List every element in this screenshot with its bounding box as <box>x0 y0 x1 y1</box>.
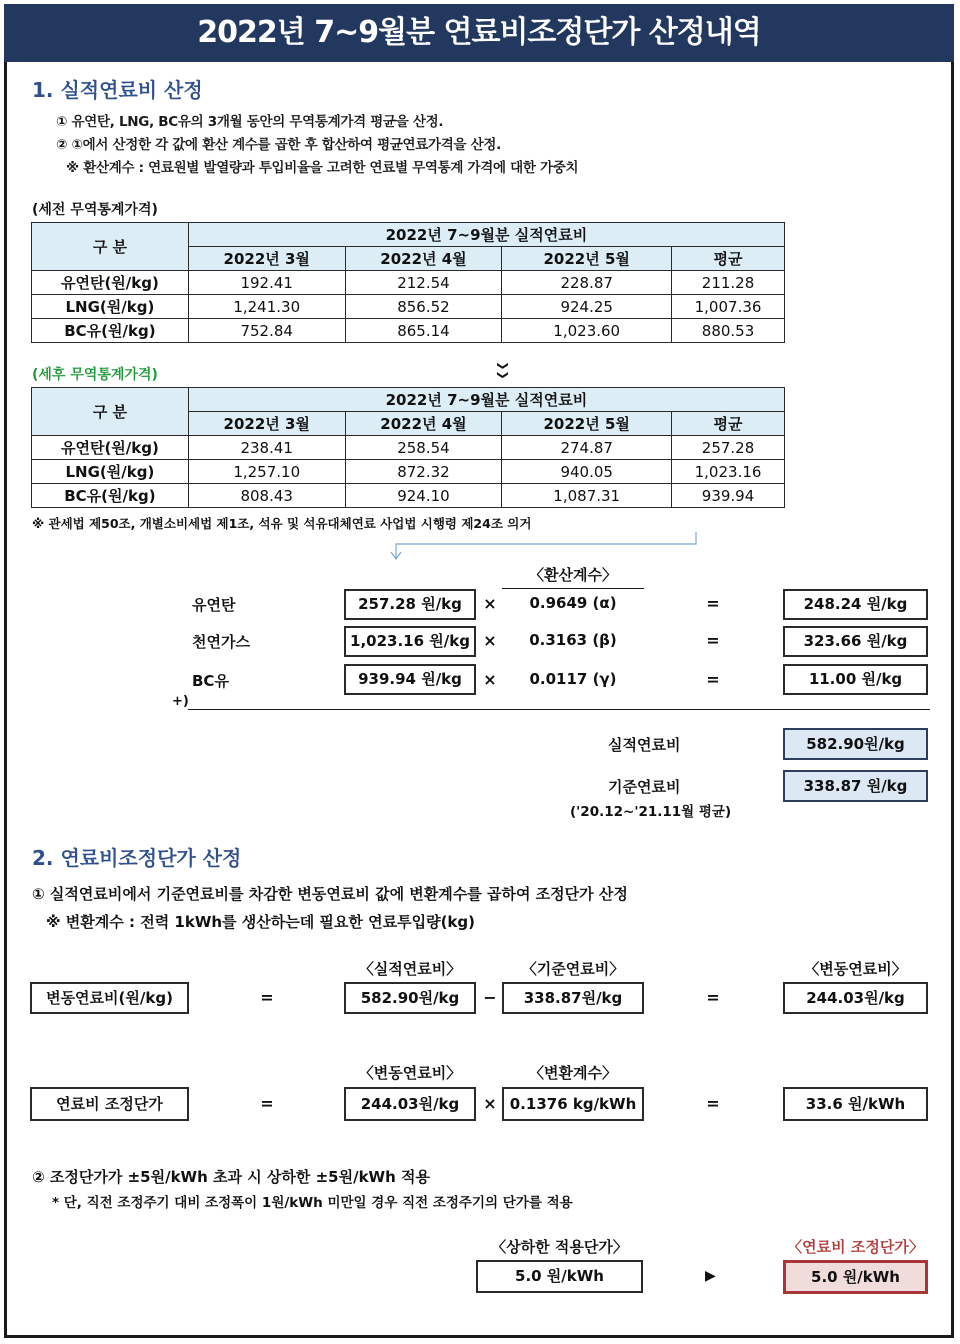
play-arrow-icon: ▶ <box>705 1268 716 1284</box>
bc-oil-result-box: 11.00 원/kg <box>783 664 928 695</box>
section1-note-2: ② ①에서 산정한 각 값에 환산 계수를 곱한 후 합산하여 평균연료가격을 산정. <box>56 137 501 153</box>
coal-price-box: 257.28 원/kg <box>344 589 476 620</box>
fuel-label-gas: 천연가스 <box>192 633 250 651</box>
eq2-result-box: 33.6 원/kWh <box>783 1087 928 1121</box>
actual-fuel-cost-box: 582.90원/kg <box>783 728 928 760</box>
table-group-header: 2022년 7~9월분 실적연료비 <box>188 388 784 412</box>
column-header: 2022년 4월 <box>345 247 502 271</box>
row-label: BC유(원/kg) <box>32 319 189 343</box>
row-label: BC유(원/kg) <box>32 484 189 508</box>
eq1-header-base: 〈기준연료비〉 <box>521 960 625 978</box>
fuel-label-bc-oil: BC유 <box>192 672 229 690</box>
gas-result-box: 323.66 원/kg <box>783 626 928 657</box>
coef-header-underline <box>502 588 644 589</box>
table-cell: 228.87 <box>502 271 672 295</box>
column-header: 2022년 5월 <box>502 412 672 436</box>
final-header-adjustment: 〈연료비 조정단가〉 <box>787 1238 924 1256</box>
table-cell: 872.32 <box>345 460 502 484</box>
coal-coefficient: 0.9649 (α) <box>529 594 617 612</box>
table-post-caption: (세후 무역통계가격) <box>32 367 158 383</box>
column-header: 2022년 5월 <box>502 247 672 271</box>
table-pre-caption: (세전 무역통계가격) <box>32 202 158 218</box>
multiply-sign: × <box>483 1094 497 1113</box>
section1-note-3: ※ 환산계수 : 연료원별 발열량과 투입비율을 고려한 연료별 무역통계 가격에 대한 가중치 <box>66 160 579 176</box>
table-cell: 257.28 <box>672 436 785 460</box>
row-label: LNG(원/kg) <box>32 295 189 319</box>
sum-marker: +) <box>172 694 189 709</box>
table-cell: 856.52 <box>345 295 502 319</box>
gas-price-box: 1,023.16 원/kg <box>344 626 476 657</box>
equals-sign: = <box>706 1094 720 1113</box>
table-cell: 1,241.30 <box>188 295 345 319</box>
bc-oil-price-box: 939.94 원/kg <box>344 664 476 695</box>
final-adjustment-price-box: 5.0 원/kWh <box>783 1260 928 1294</box>
connector-arrow <box>388 528 708 562</box>
multiply-sign: × <box>483 594 497 613</box>
table-cell: 1,257.10 <box>188 460 345 484</box>
coal-result-box: 248.24 원/kg <box>783 589 928 620</box>
table-cell: 865.14 <box>345 319 502 343</box>
eq2-conversion-value-box: 0.1376 kg/kWh <box>502 1087 644 1121</box>
adjustment-unit-price-label-box: 연료비 조정단가 <box>30 1087 189 1121</box>
table-cell: 1,023.16 <box>672 460 785 484</box>
section1-title: 1. 실적연료비 산정 <box>32 78 203 102</box>
gas-coefficient: 0.3163 (β) <box>529 631 617 649</box>
fuel-label-coal: 유연탄 <box>192 596 236 614</box>
column-header: 2022년 4월 <box>345 412 502 436</box>
equals-sign: = <box>706 988 720 1007</box>
eq1-header-variable: 〈변동연료비〉 <box>804 960 907 978</box>
base-fuel-cost-label: 기준연료비 <box>608 778 681 796</box>
post-tax-price-table <box>31 387 785 508</box>
variable-fuel-cost-label-box: 변동연료비(원/kg) <box>30 982 189 1014</box>
table-cell: 274.87 <box>502 436 672 460</box>
eq2-variable-value-box: 244.03원/kg <box>344 1087 476 1121</box>
multiply-sign: × <box>483 631 497 650</box>
page-title: 2022년 7~9월분 연료비조정단가 산정내역 <box>4 4 954 62</box>
table-cell: 924.10 <box>345 484 502 508</box>
section2-title: 2. 연료비조정단가 산정 <box>32 846 242 870</box>
column-header: 평균 <box>672 412 785 436</box>
row-label: 유연탄(원/kg) <box>32 271 189 295</box>
table-cell: 192.41 <box>188 271 345 295</box>
double-chevron-down-icon: ❯❯ <box>496 361 510 380</box>
table-row <box>32 436 785 460</box>
eq1-header-actual: 〈실적연료비〉 <box>358 960 462 978</box>
eq1-actual-value-box: 582.90원/kg <box>344 982 476 1014</box>
equals-sign: = <box>260 1094 274 1113</box>
base-period-note: ('20.12~'21.11월 평균) <box>570 804 732 820</box>
table-row <box>32 295 785 319</box>
table-cell: 939.94 <box>672 484 785 508</box>
table-corner: 구 분 <box>32 388 189 436</box>
table-cell: 258.54 <box>345 436 502 460</box>
table-cell: 1,087.31 <box>502 484 672 508</box>
eq1-variable-result-box: 244.03원/kg <box>783 982 928 1014</box>
table-corner: 구 분 <box>32 223 189 271</box>
actual-fuel-cost-label: 실적연료비 <box>608 736 681 754</box>
legal-note: ※ 관세법 제50조, 개별소비세법 제1조, 석유 및 석유대체연료 사업법 시행령 제24조 의거 <box>32 516 532 531</box>
table-row <box>32 460 785 484</box>
eq2-header-variable: 〈변동연료비〉 <box>358 1064 462 1082</box>
capped-unit-price-box: 5.0 원/kWh <box>476 1260 643 1293</box>
table-cell: 752.84 <box>188 319 345 343</box>
base-fuel-cost-box: 338.87 원/kg <box>783 770 928 802</box>
section2-note-1: ① 실적연료비에서 기준연료비를 차감한 변동연료비 값에 변환계수를 곱하여 조정단가 산정 <box>32 885 628 903</box>
equals-sign: = <box>260 988 274 1007</box>
eq2-header-conversion: 〈변환계수〉 <box>529 1064 617 1082</box>
column-header: 2022년 3월 <box>188 412 345 436</box>
column-header: 평균 <box>672 247 785 271</box>
table-row <box>32 271 785 295</box>
final-header-capped: 〈상하한 적용단가〉 <box>491 1238 628 1256</box>
multiply-sign: × <box>483 670 497 689</box>
table-row <box>32 319 785 343</box>
table-group-header: 2022년 7~9월분 실적연료비 <box>188 223 784 247</box>
row-label: 유연탄(원/kg) <box>32 436 189 460</box>
table-cell: 1,007.36 <box>672 295 785 319</box>
equals-sign: = <box>706 594 720 613</box>
section1-note-1: ① 유연탄, LNG, BC유의 3개월 동안의 무역통계가격 평균을 산정. <box>56 114 444 130</box>
equals-sign: = <box>706 631 720 650</box>
conversion-coef-header: 〈환산계수〉 <box>529 566 617 584</box>
table-cell: 808.43 <box>188 484 345 508</box>
table-cell: 940.05 <box>502 460 672 484</box>
row-label: LNG(원/kg) <box>32 460 189 484</box>
table-cell: 1,023.60 <box>502 319 672 343</box>
table-cell: 924.25 <box>502 295 672 319</box>
equals-sign: = <box>706 670 720 689</box>
table-cell: 211.28 <box>672 271 785 295</box>
eq1-base-value-box: 338.87원/kg <box>502 982 644 1014</box>
pre-tax-price-table <box>31 222 785 343</box>
limit-note: ② 조정단가가 ±5원/kWh 초과 시 상하한 ±5원/kWh 적용 <box>32 1168 430 1186</box>
bc-oil-coefficient: 0.0117 (γ) <box>529 670 617 688</box>
section2-note-2: ※ 변환계수 : 전력 1kWh를 생산하는데 필요한 연료투입량(kg) <box>46 913 475 931</box>
table-cell: 880.53 <box>672 319 785 343</box>
table-cell: 238.41 <box>188 436 345 460</box>
column-header: 2022년 3월 <box>188 247 345 271</box>
table-cell: 212.54 <box>345 271 502 295</box>
sum-line <box>188 709 930 710</box>
table-row <box>32 484 785 508</box>
minus-sign: − <box>483 988 497 1007</box>
limit-subnote: * 단, 직전 조정주기 대비 조정폭이 1원/kWh 미만일 경우 직전 조정주기의 단가를 적용 <box>52 1195 573 1211</box>
